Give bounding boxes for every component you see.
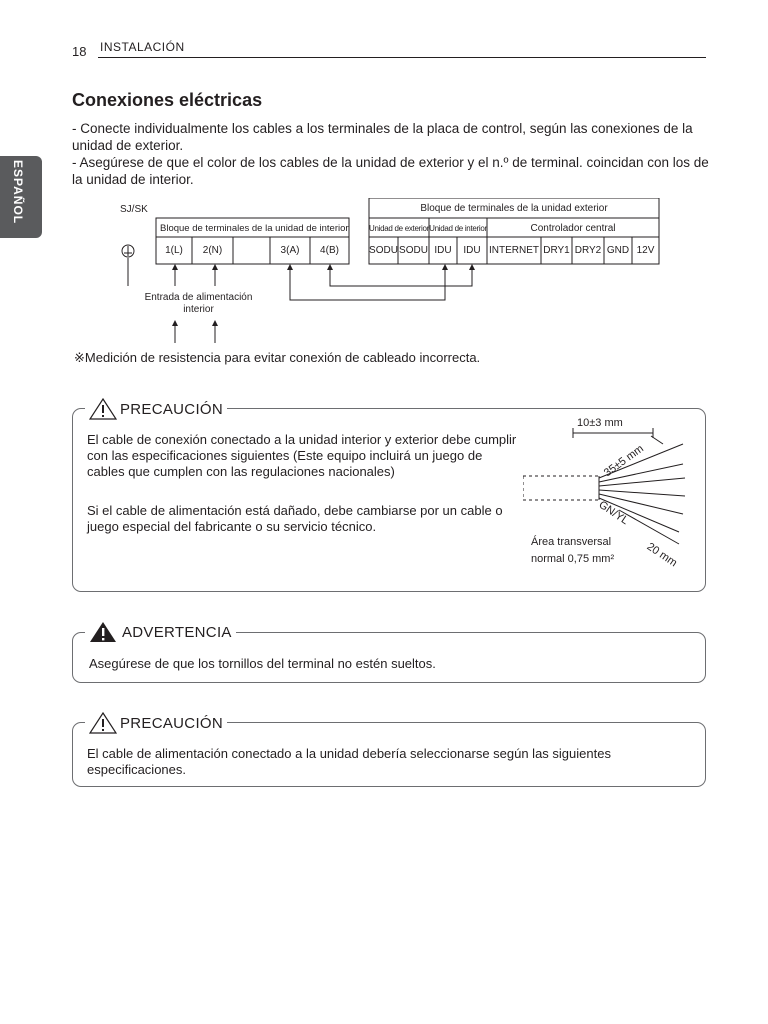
outdoor-terminal: DRY2 [574,245,602,256]
page-heading: Conexiones eléctricas [72,90,263,110]
indoor-terminal: 1(L) [165,245,183,256]
indoor-terminal: 2(N) [202,245,223,256]
warning-label: ADVERTENCIA [122,623,232,641]
section-title: INSTALACIÓN [100,40,185,54]
outdoor-terminal: IDU [463,245,481,256]
warning-triangle-filled-icon [89,621,117,643]
indoor-terminal: 4(B) [320,245,339,256]
warning-box [72,623,706,683]
central-controller-label: Controlador central [530,223,616,234]
caution-box [72,714,706,787]
caution-label: PRECAUCIÓN [120,400,224,418]
outdoor-terminal: DRY1 [543,245,570,256]
outdoor-terminal: INTERNET [489,245,539,256]
outdoor-terminal: GND [606,245,630,256]
sjsk-label: SJ/SK [120,204,148,215]
caution-box [72,400,706,592]
indoor-block-title: Bloque de terminales de la unidad de interior [160,223,349,234]
caution-text: El cable de conexión conectado a la unidad interior y exterior debe cumplir con las especificaciones siguientes (Este equipo incluirá un juego de cables que cumplen con las regulaciones nacionales) [87,432,517,479]
indoor-unit-label: Unidad de interior [429,224,487,233]
cable-dim-bottom: 20 mm [644,540,680,570]
bullet-item: - Asegúrese de que el color de los cables de la unidad de exterior y el n.º de terminal. coincidan con los de la unidad de interior. [72,155,709,187]
caution-heading [85,398,227,420]
outdoor-terminal: 12V [636,245,655,256]
cable-dim-strip: 35±5 mm [601,442,646,480]
caution-text: El cable de alimentación conectado a la unidad debería seleccionarse según las siguientes especificaciones. [87,746,611,777]
outdoor-unit-label: Unidad de exterior [369,224,429,233]
caution-heading [85,712,227,734]
warning-heading [85,621,236,643]
outdoor-terminal: SODU [399,245,428,256]
indoor-terminal: 3(A) [280,245,300,256]
warning-triangle-icon [89,712,117,734]
bullet-item: - Conecte individualmente los cables a los terminales de la placa de control, según las conexiones de la unidad de exterior. [72,121,693,153]
outdoor-block-title: Bloque de terminales de la unidad exterior [420,203,608,214]
page-number: 18 [72,44,87,59]
area-value: normal 0,75 mm² [531,553,615,565]
caution-text: Si el cable de alimentación está dañado, debe cambiarse por un cable o juego especial del fabricante o su servicio técnico. [87,503,503,534]
language-tab-label: ESPAÑOL [11,160,25,225]
warning-text: Asegúrese de que los tornillos del terminal no estén sueltos. [89,656,436,671]
cable-dim-gnyl: GN/YL [596,498,631,528]
power-input-label: Entrada de alimentación interior [144,292,253,315]
resistance-note: ※Medición de resistencia para evitar conexión de cableado incorrecta. [74,350,481,365]
caution-label: PRECAUCIÓN [120,714,224,732]
outdoor-terminal: SODU [369,245,398,256]
cable-dim-top: 10±3 mm [577,417,623,429]
area-label: Área transversal [531,536,612,548]
wiring-diagram [100,198,680,348]
cable-drawing [523,414,703,574]
warning-triangle-icon [89,398,117,420]
outdoor-terminal: IDU [434,245,452,256]
language-tab [0,156,42,238]
header-rule [98,57,706,58]
